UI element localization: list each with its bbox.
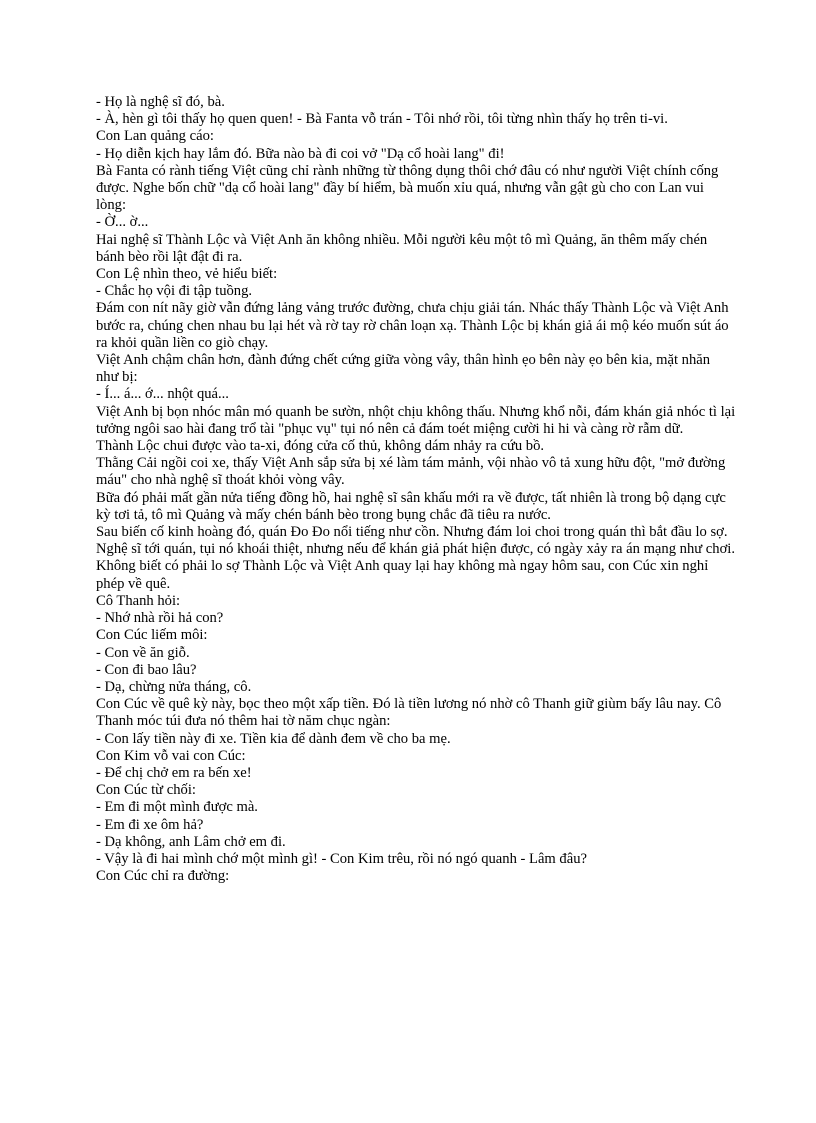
paragraph: - Họ diễn kịch hay lắm đó. Bữa nào bà đi coi vở "Dạ cổ hoài lang" đi!	[96, 145, 505, 162]
paragraph: Cô Thanh hỏi:	[96, 592, 181, 609]
paragraph: - Con lấy tiền này đi xe. Tiền kia để dành đem về cho ba mẹ.	[96, 730, 451, 747]
paragraph: - Nhớ nhà rồi hả con?	[96, 610, 224, 627]
paragraph: - Để chị chở em ra bến xe!	[96, 764, 252, 781]
paragraph: - Em đi xe ôm hả?	[96, 816, 204, 833]
paragraph: - Con về ăn giỗ.	[96, 644, 190, 661]
paragraph: Hai nghệ sĩ Thành Lộc và Việt Anh ăn không nhiều. Mỗi người kêu một tô mì Quảng, ăn thêm mấy chén bánh bèo rồi lật đật đi ra.	[96, 231, 711, 265]
paragraph: - Chắc họ vội đi tập tuồng.	[96, 283, 253, 300]
document-page	[96, 94, 739, 885]
paragraph: Con Kim vỗ vai con Cúc:	[96, 747, 246, 764]
paragraph: Thằng Cải ngồi coi xe, thấy Việt Anh sắp sửa bị xé làm tám mảnh, vội nhào vô tả xung hữu đột, "mở đường máu" cho nhà nghệ sĩ thoát khỏi vòng vây.	[96, 455, 729, 489]
paragraph: Sau biến cố kinh hoàng đó, quán Đo Đo nổi tiếng như cồn. Nhưng đám loi choi trong quán thì bắt đầu lo sợ. Nghệ sĩ tới quán, tụi nó khoái thiệt, nhưng nếu để khán giả phát hiện được, có ngày xảy ra án mạng như chơi.	[96, 524, 735, 558]
paragraph: Con Cúc liếm môi:	[96, 627, 208, 644]
paragraph: - Vậy là đi hai mình chớ một mình gì! - Con Kim trêu, rồi nó ngó quanh - Lâm đâu?	[96, 850, 587, 867]
paragraph: - Dạ không, anh Lâm chở em đi.	[96, 833, 286, 850]
paragraph: Con Lan quảng cáo:	[96, 128, 214, 145]
paragraph: - À, hèn gì tôi thấy họ quen quen! - Bà Fanta vỗ trán - Tôi nhớ rồi, tôi từng nhìn thấy họ trên ti-vi.	[96, 111, 668, 128]
paragraph: Con Cúc từ chối:	[96, 782, 196, 799]
paragraph: - Em đi một mình được mà.	[96, 799, 258, 816]
paragraph: - Í... á... ớ... nhột quá...	[96, 386, 229, 403]
paragraph: Việt Anh bị bọn nhóc mân mó quanh be sườn, nhột chịu không thấu. Nhưng khổ nỗi, đám khán giả nhóc tì lại tưởng ngôi sao hài đang trổ tài "phục vụ" tụi nó nên cả đám toét miệng cười hi hi và càng rờ rẫm dữ.	[96, 403, 739, 437]
paragraph: - Ờ... ờ...	[96, 214, 149, 231]
paragraph: Không biết có phải lo sợ Thành Lộc và Việt Anh quay lại hay không mà ngay hôm sau, con Cúc xin nghỉ phép về quê.	[96, 558, 712, 592]
paragraph: Bữa đó phải mất gần nửa tiếng đồng hồ, hai nghệ sĩ sân khấu mới ra về được, tất nhiên là trong bộ dạng cực kỳ tơi tả, tô mì Quảng và mấy chén bánh bèo trong bụng chắc đã tiêu ra nước.	[96, 489, 730, 523]
paragraph: - Họ là nghệ sĩ đó, bà.	[96, 94, 225, 110]
paragraph: - Con đi bao lâu?	[96, 661, 197, 678]
paragraph: - Dạ, chừng nửa tháng, cô.	[96, 678, 252, 695]
paragraph: Việt Anh chậm chân hơn, đành đứng chết cứng giữa vòng vây, thân hình ẹo bên này ẹo bên kia, mặt nhăn như bị:	[96, 352, 714, 386]
paragraph: Đám con nít nãy giờ vẫn đứng lảng vảng trước đường, chưa chịu giải tán. Nhác thấy Thành Lộc và Việt Anh bước ra, chúng chen nhau bu lại hét và rờ tay rờ chân loạn xạ. Thành Lộc bị khán giả ái mộ kéo muốn sút áo ra khỏi quần liền co giò chạy.	[96, 300, 733, 351]
paragraph: Con Lệ nhìn theo, vẻ hiểu biết:	[96, 266, 278, 283]
paragraph: Bà Fanta có rành tiếng Việt cũng chỉ rành những từ thông dụng thôi chớ đâu có như người Việt chính cống được. Nghe bốn chữ "dạ cổ hoài lang" đầy bí hiểm, bà muốn xỉu quá, nhưng vẫn gật gù cho con Lan vui lòng:	[96, 162, 722, 214]
paragraph: Con Cúc về quê kỳ này, bọc theo một xấp tiền. Đó là tiền lương nó nhờ cô Thanh giữ giùm bấy lâu nay. Cô Thanh móc túi đưa nó thêm hai tờ năm chục ngàn:	[96, 696, 725, 730]
paragraph: Thành Lộc chui được vào ta-xi, đóng cửa cố thủ, không dám nhảy ra cứu bồ.	[96, 438, 545, 455]
paragraph: Con Cúc chỉ ra đường:	[96, 868, 230, 885]
